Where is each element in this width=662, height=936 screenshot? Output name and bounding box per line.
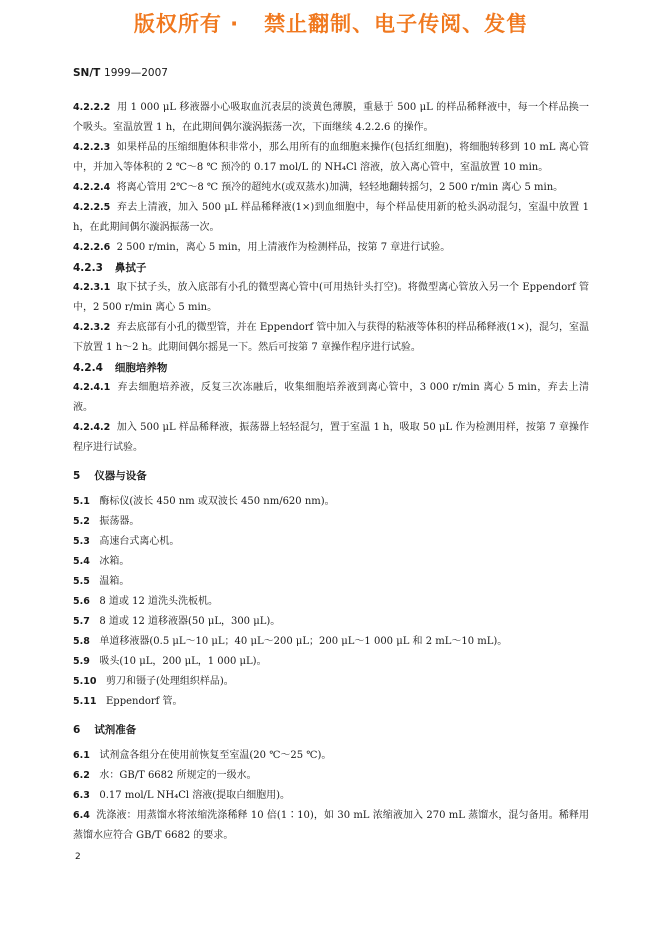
clause-text: 弃去底部有小孔的微型管，并在 Eppendorf 管中加入与获得的粘液等体积的样品稀释液(1×)，混匀，室温下放置 1 h～2 h。此期间偶尔摇晃一下。然后可按第 7 章操作程序进行试验。 <box>73 322 590 353</box>
clause-number: 5.5 <box>73 576 90 587</box>
clause-number: 5.7 <box>73 616 90 627</box>
heading-number: 6 <box>73 724 81 736</box>
clause-paragraph <box>73 592 589 612</box>
clause-paragraph <box>73 786 589 806</box>
clause-paragraph <box>73 532 589 552</box>
clause-number: 6.4 <box>73 810 90 821</box>
clause-number: 6.2 <box>73 770 90 781</box>
standard-code-year: 1999—2007 <box>104 67 168 79</box>
clause-number: 4.2.2.6 <box>73 242 111 253</box>
clause-text: 加入 500 μL 样品稀释液，振荡器上轻轻混匀，置于室温 1 h，吸取 50 μL 作为检测用样，按第 7 章操作程序进行试验。 <box>73 422 589 453</box>
clause-text: 8 道或 12 道移液器(50 μL，300 μL)。 <box>99 616 281 627</box>
clause-number: 6.1 <box>73 750 90 761</box>
clause-paragraph <box>73 632 589 652</box>
heading-number: 5 <box>73 470 81 482</box>
clause-paragraph <box>73 766 589 786</box>
copyright-watermark: 版权所有 · 禁止翻制、电子传阅、发售 <box>133 12 529 36</box>
clause-paragraph <box>73 672 589 692</box>
subsection-heading <box>73 258 589 278</box>
clause-text: 弃去细胞培养液，反复三次冻融后，收集细胞培养液到离心管中，3 000 r/min 离心 5 min，弃去上清液。 <box>73 382 589 413</box>
clause-paragraph <box>73 652 589 672</box>
clause-text: 8 道或 12 道洗头洗板机。 <box>99 596 219 607</box>
clause-paragraph <box>73 612 589 632</box>
clause-text: 振荡器。 <box>99 516 140 527</box>
heading-title: 鼻拭子 <box>114 262 147 274</box>
clause-text: 取下拭子头，放入底部有小孔的微型离心管中(可用热针头打空)。将微型离心管放入另一个 Eppendorf 管中，2 500 r/min 离心 5 min。 <box>73 282 589 313</box>
clause-text: 用 1 000 μL 移液器小心吸取血沉表层的淡黄色薄膜，重悬于 500 μL 的样品稀释液中，每一个样品换一个吸头。室温放置 1 h，在此期间偶尔漩涡振荡一次，下面继续 4.2.2.6 的操作。 <box>73 102 589 133</box>
page-number: 2 <box>75 852 81 862</box>
clause-number: 4.2.2.3 <box>73 142 111 153</box>
section-heading <box>73 466 589 486</box>
clause-text: 洗涤液：用蒸馏水将浓缩洗涤稀释 10 倍(1∶10)，如 30 mL 浓缩液加入 270 mL 蒸馏水，混匀备用。稀释用蒸馏水应符合 GB/T 6682 的要求。 <box>73 810 589 841</box>
clause-number: 4.2.2.5 <box>73 202 111 213</box>
clause-paragraph <box>73 806 589 846</box>
clause-paragraph <box>73 692 589 712</box>
clause-text: 0.17 mol/L NH₄Cl 溶液(提取白细胞用)。 <box>99 790 291 801</box>
clause-number: 4.2.2.2 <box>73 102 111 113</box>
clause-paragraph <box>73 98 589 138</box>
clause-number: 5.2 <box>73 516 90 527</box>
clause-number: 4.2.2.4 <box>73 182 111 193</box>
heading-number: 4.2.4 <box>73 362 103 374</box>
clause-paragraph <box>73 198 589 238</box>
clause-number: 5.3 <box>73 536 90 547</box>
clause-text: 高速台式离心机。 <box>99 536 180 547</box>
clause-paragraph <box>73 278 589 318</box>
clause-paragraph <box>73 746 589 766</box>
clause-paragraph <box>73 138 589 178</box>
clause-text: 酶标仪(波长 450 nm 或双波长 450 nm/620 nm)。 <box>99 496 335 507</box>
clause-paragraph <box>73 318 589 358</box>
clause-text: 水：GB/T 6682 所规定的一级水。 <box>99 770 257 781</box>
heading-title: 试剂准备 <box>94 724 137 736</box>
clause-number: 4.2.3.1 <box>73 282 111 293</box>
heading-number: 4.2.3 <box>73 262 103 274</box>
clause-text: Eppendorf 管。 <box>106 696 183 707</box>
clause-text: 剪刀和镊子(处理组织样品)。 <box>106 676 234 687</box>
clause-paragraph <box>73 492 589 512</box>
clause-text: 2 500 r/min，离心 5 min，用上清液作为检测样品，按第 7 章进行试验。 <box>116 242 451 253</box>
clause-number: 6.3 <box>73 790 90 801</box>
clause-number: 5.1 <box>73 496 90 507</box>
clause-number: 5.11 <box>73 696 97 707</box>
clause-number: 5.4 <box>73 556 90 567</box>
clause-paragraph <box>73 178 589 198</box>
clause-number: 4.2.3.2 <box>73 322 111 333</box>
document-body <box>73 98 589 846</box>
clause-text: 温箱。 <box>99 576 130 587</box>
clause-paragraph <box>73 238 589 258</box>
clause-text: 如果样品的压缩细胞体积非常小，那么用所有的血细胞来操作(包括红细胞)，将细胞转移到 10 mL 离心管中，并加入等体积的 2 ℃～8 ℃ 预冷的 0.17 mol/L 的 NH₄Cl 溶液，放入离心管中，室温放置 10 min。 <box>73 142 590 173</box>
standard-code-prefix: SN/T <box>73 67 101 79</box>
clause-text: 冰箱。 <box>99 556 130 567</box>
standard-code <box>73 67 168 79</box>
clause-paragraph <box>73 378 589 418</box>
clause-text: 将离心管用 2℃～8 ℃ 预冷的超纯水(或双蒸水)加满，轻轻地翻转摇匀，2 500 r/min 离心 5 min。 <box>116 182 564 193</box>
clause-paragraph <box>73 512 589 532</box>
clause-number: 5.8 <box>73 636 90 647</box>
clause-number: 4.2.4.1 <box>73 382 111 393</box>
clause-text: 试剂盒各组分在使用前恢复至室温(20 ℃～25 ℃)。 <box>99 750 332 761</box>
clause-number: 4.2.4.2 <box>73 422 111 433</box>
clause-text: 单道移液器(0.5 μL～10 μL；40 μL～200 μL；200 μL～1 000 μL 和 2 mL～10 mL)。 <box>99 636 508 647</box>
clause-text: 吸头(10 μL，200 μL，1 000 μL)。 <box>99 656 267 667</box>
subsection-heading <box>73 358 589 378</box>
heading-title: 仪器与设备 <box>94 470 147 482</box>
clause-paragraph <box>73 418 589 458</box>
clause-number: 5.9 <box>73 656 90 667</box>
clause-paragraph <box>73 552 589 572</box>
clause-text: 弃去上清液，加入 500 μL 样品稀释液(1×)到血细胞中，每个样品使用新的枪头涡动混匀，室温中放置 1 h，在此期间偶尔漩涡振荡一次。 <box>73 202 589 233</box>
heading-title: 细胞培养物 <box>114 362 168 374</box>
clause-paragraph <box>73 572 589 592</box>
section-heading <box>73 720 589 740</box>
clause-number: 5.6 <box>73 596 90 607</box>
clause-number: 5.10 <box>73 676 97 687</box>
